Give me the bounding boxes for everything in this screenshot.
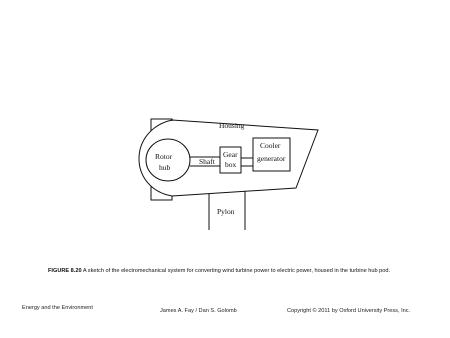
label-housing: Housing [219,121,245,130]
figure-caption-text: A sketch of the electromechanical system for converting wind turbine power to electric power, housed in the turbine hub pod. [81,268,391,274]
footer-book-title: Energy and the Environment [22,305,93,311]
label-box: box [225,160,237,169]
label-gear: Gear [223,150,238,159]
label-hub: hub [159,163,171,172]
figure-caption [48,268,443,274]
footer-authors: James A. Fay / Dan S. Golomb [160,308,237,314]
footer-copyright: Copyright © 2011 by Oxford University Press, Inc. [287,308,411,314]
label-generator: generator [257,154,286,163]
label-pylon: Pylon [217,207,235,216]
label-cooler: Cooler [260,141,281,150]
figure-number: FIGURE 8.20 [48,268,82,274]
label-shaft: Shaft [199,157,215,166]
label-rotor: Rotor [155,152,173,161]
